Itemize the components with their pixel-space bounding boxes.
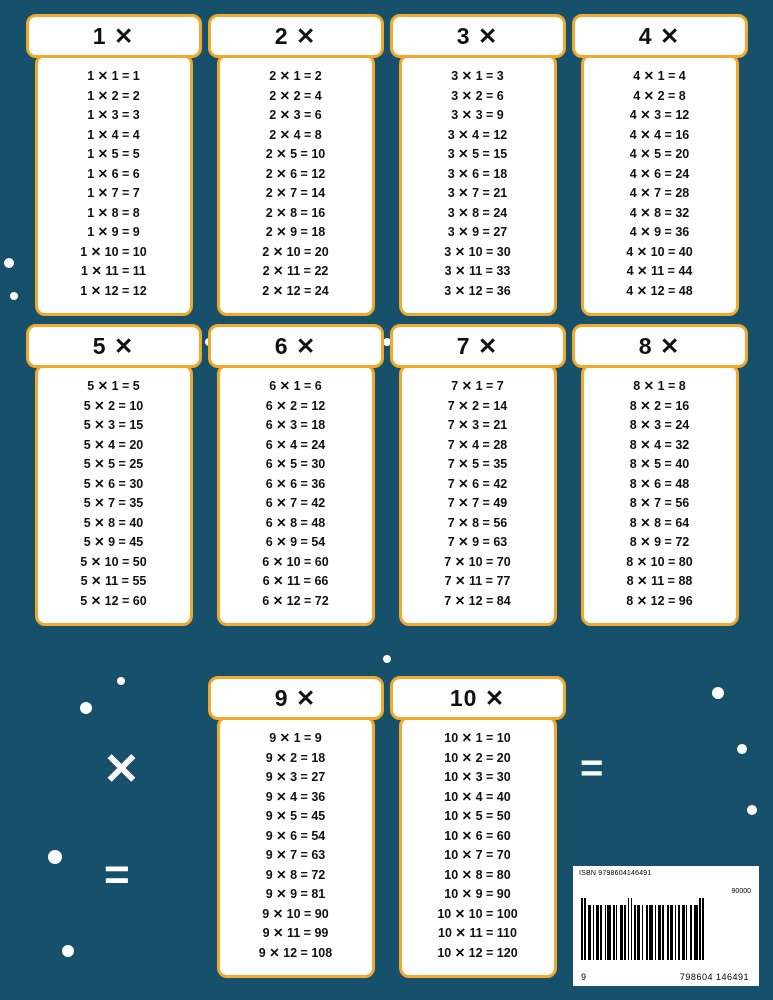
isbn-text: ISBN 9798604146491 [579,870,652,877]
card-header-2 [208,14,384,58]
table-row: 5 ✕ 10 = 50 [80,554,147,569]
table-row: 4 ✕ 12 = 48 [626,283,693,298]
table-row: 1 ✕ 7 = 7 [87,186,140,200]
card-body-9 [217,716,375,978]
table-row: 8 ✕ 11 = 88 [626,574,693,588]
table-row: 4 ✕ 7 = 28 [629,186,690,200]
table-row: 4 ✕ 10 = 40 [626,244,693,259]
table-row: 8 ✕ 4 = 32 [629,437,690,452]
table-row: 8 ✕ 1 = 8 [633,379,686,393]
table-row: 8 ✕ 12 = 96 [626,593,693,608]
table-row: 2 ✕ 6 = 12 [265,166,326,181]
times-table-card-8 [572,324,748,626]
table-row: 1 ✕ 1 = 1 [87,69,140,83]
times-table-card-6 [208,324,384,626]
table-row: 5 ✕ 6 = 30 [83,476,144,491]
table-row: 3 ✕ 4 = 12 [447,127,508,142]
card-header-10 [390,676,566,720]
card-title-1: 1 ✕ [92,22,135,49]
table-row: 7 ✕ 12 = 84 [444,593,511,608]
table-row: 7 ✕ 2 = 14 [447,398,508,413]
decor-dot [383,655,391,663]
table-row: 8 ✕ 6 = 48 [629,476,690,491]
card-title-8: 8 ✕ [638,332,681,359]
table-row: 9 ✕ 9 = 81 [265,887,326,901]
table-row: 9 ✕ 3 = 27 [265,770,326,784]
table-row: 10 ✕ 3 = 30 [444,770,511,784]
table-row: 6 ✕ 8 = 48 [265,515,326,530]
table-row: 1 ✕ 8 = 8 [87,205,140,220]
times-table-card-2 [208,14,384,316]
table-row: 9 ✕ 7 = 63 [265,848,326,862]
card-body-1 [35,54,193,316]
table-row: 5 ✕ 9 = 45 [83,535,144,549]
card-header-5 [26,324,202,368]
table-row: 3 ✕ 10 = 30 [444,244,511,259]
card-body-6 [217,364,375,626]
times-table-card-1 [26,14,202,316]
price-code-text: 90000 [731,888,751,895]
table-row: 5 ✕ 8 = 40 [83,515,144,530]
table-row: 9 ✕ 11 = 99 [262,926,329,940]
table-row: 6 ✕ 11 = 66 [262,574,329,588]
card-title-7: 7 ✕ [456,332,499,359]
table-row: 10 ✕ 5 = 50 [444,809,511,823]
table-row: 4 ✕ 1 = 4 [633,69,686,83]
card-title-5: 5 ✕ [92,332,135,359]
table-row: 3 ✕ 7 = 21 [447,186,508,200]
times-table-card-9 [208,676,384,978]
table-row: 4 ✕ 2 = 8 [633,88,686,103]
table-row: 2 ✕ 4 = 8 [269,127,322,142]
table-row: 3 ✕ 8 = 24 [447,205,508,220]
table-row: 1 ✕ 4 = 4 [87,127,140,142]
table-row: 8 ✕ 8 = 64 [629,515,690,530]
card-body-5 [35,364,193,626]
table-row: 9 ✕ 5 = 45 [265,809,326,823]
table-row: 6 ✕ 7 = 42 [265,496,326,510]
card-body-3 [399,54,557,316]
card-title-10: 10 ✕ [449,684,506,711]
table-row: 5 ✕ 1 = 5 [87,379,140,393]
table-row: 5 ✕ 3 = 15 [83,418,144,432]
table-row: 9 ✕ 12 = 108 [258,945,333,960]
table-row: 2 ✕ 11 = 22 [262,264,329,278]
table-row: 7 ✕ 9 = 63 [447,535,508,549]
table-row: 8 ✕ 5 = 40 [629,457,690,471]
table-row: 1 ✕ 12 = 12 [80,283,147,298]
table-row: 7 ✕ 6 = 42 [447,476,508,491]
barcode-digit-main: 798604 146491 [679,972,749,982]
table-row: 4 ✕ 9 = 36 [629,225,690,239]
table-row: 5 ✕ 2 = 10 [83,398,144,413]
table-row: 5 ✕ 4 = 20 [83,437,144,452]
table-row: 8 ✕ 9 = 72 [629,535,690,549]
table-row: 9 ✕ 8 = 72 [265,867,326,882]
table-row: 1 ✕ 2 = 2 [87,88,140,103]
table-row: 2 ✕ 3 = 6 [269,108,322,122]
table-row: 10 ✕ 2 = 20 [444,750,511,765]
table-row: 6 ✕ 2 = 12 [265,398,326,413]
card-header-1 [26,14,202,58]
table-row: 3 ✕ 1 = 3 [451,69,504,83]
table-row: 1 ✕ 10 = 10 [80,244,147,259]
table-row: 1 ✕ 11 = 11 [80,264,147,278]
table-row: 6 ✕ 10 = 60 [262,554,329,569]
table-row: 5 ✕ 11 = 55 [80,574,147,588]
table-row: 10 ✕ 8 = 80 [444,867,511,882]
barcode-bars [581,898,749,960]
table-row: 7 ✕ 5 = 35 [447,457,508,471]
table-row: 3 ✕ 12 = 36 [444,283,511,298]
table-row: 7 ✕ 11 = 77 [444,574,511,588]
table-row: 3 ✕ 2 = 6 [451,88,504,103]
times-table-card-5 [26,324,202,626]
table-row: 7 ✕ 8 = 56 [447,515,508,530]
card-title-6: 6 ✕ [274,332,317,359]
table-row: 10 ✕ 11 = 110 [438,926,517,940]
table-row: 10 ✕ 12 = 120 [437,945,518,960]
table-row: 9 ✕ 2 = 18 [265,750,326,765]
table-row: 5 ✕ 7 = 35 [83,496,144,510]
table-row: 6 ✕ 4 = 24 [265,437,326,452]
table-row: 8 ✕ 7 = 56 [629,496,690,510]
equals-symbol-decor-left: = [104,850,130,899]
table-row: 8 ✕ 10 = 80 [626,554,693,569]
barcode-digits [581,972,749,982]
times-table-card-3 [390,14,566,316]
table-row: 2 ✕ 7 = 14 [265,186,326,200]
table-row: 7 ✕ 4 = 28 [447,437,508,452]
table-row: 3 ✕ 11 = 33 [444,264,511,278]
table-row: 7 ✕ 3 = 21 [447,418,508,432]
table-row: 1 ✕ 9 = 9 [87,225,140,239]
table-row: 4 ✕ 4 = 16 [629,127,690,142]
table-row: 6 ✕ 3 = 18 [265,418,326,432]
table-row: 1 ✕ 6 = 6 [87,166,140,181]
card-title-9: 9 ✕ [274,684,317,711]
table-row: 7 ✕ 7 = 49 [447,496,508,510]
table-row: 4 ✕ 6 = 24 [629,166,690,181]
table-row: 1 ✕ 3 = 3 [87,108,140,122]
table-row: 7 ✕ 1 = 7 [451,379,504,393]
card-header-4 [572,14,748,58]
table-row: 9 ✕ 10 = 90 [262,906,329,921]
table-row: 4 ✕ 3 = 12 [629,108,690,122]
times-table-card-10 [390,676,566,978]
table-row: 6 ✕ 1 = 6 [269,379,322,393]
card-title-4: 4 ✕ [638,22,681,49]
card-body-8 [581,364,739,626]
table-row: 4 ✕ 8 = 32 [629,205,690,220]
table-row: 9 ✕ 4 = 36 [265,789,326,804]
table-row: 6 ✕ 5 = 30 [265,457,326,471]
table-row: 7 ✕ 10 = 70 [444,554,511,569]
card-header-6 [208,324,384,368]
table-row: 2 ✕ 5 = 10 [265,147,326,161]
table-row: 2 ✕ 10 = 20 [262,244,329,259]
card-header-7 [390,324,566,368]
table-row: 10 ✕ 10 = 100 [437,906,518,921]
table-row: 6 ✕ 12 = 72 [262,593,329,608]
table-row: 4 ✕ 5 = 20 [629,147,690,161]
table-row: 2 ✕ 2 = 4 [269,88,322,103]
card-title-3: 3 ✕ [456,22,499,49]
table-row: 2 ✕ 1 = 2 [269,69,322,83]
table-row: 2 ✕ 9 = 18 [265,225,326,239]
card-header-8 [572,324,748,368]
table-row: 9 ✕ 6 = 54 [265,828,326,843]
card-body-4 [581,54,739,316]
table-row: 3 ✕ 6 = 18 [447,166,508,181]
times-table-card-7 [390,324,566,626]
table-row: 3 ✕ 5 = 15 [447,147,508,161]
times-table-card-4 [572,14,748,316]
table-row: 2 ✕ 8 = 16 [265,205,326,220]
table-row: 10 ✕ 7 = 70 [444,848,511,862]
table-row: 3 ✕ 3 = 9 [451,108,504,122]
table-row: 10 ✕ 6 = 60 [444,828,511,843]
table-row: 2 ✕ 12 = 24 [262,283,329,298]
barcode-digit-prefix: 9 [581,972,587,982]
card-header-9 [208,676,384,720]
table-row: 10 ✕ 9 = 90 [444,887,511,901]
equals-symbol-decor-right: = [580,746,604,790]
table-row: 10 ✕ 4 = 40 [444,789,511,804]
table-row: 8 ✕ 2 = 16 [629,398,690,413]
barcode-block [573,866,759,986]
table-row: 8 ✕ 3 = 24 [629,418,690,432]
table-row: 3 ✕ 9 = 27 [447,225,508,239]
card-body-10 [399,716,557,978]
table-row: 5 ✕ 5 = 25 [83,457,144,471]
table-row: 6 ✕ 9 = 54 [265,535,326,549]
table-row: 9 ✕ 1 = 9 [269,731,322,745]
card-body-7 [399,364,557,626]
table-row: 6 ✕ 6 = 36 [265,476,326,491]
table-row: 5 ✕ 12 = 60 [80,593,147,608]
card-header-3 [390,14,566,58]
card-body-2 [217,54,375,316]
multiply-symbol-decor: ✕ [103,745,140,794]
table-row: 4 ✕ 11 = 44 [626,264,693,278]
table-row: 1 ✕ 5 = 5 [87,147,140,161]
table-row: 10 ✕ 1 = 10 [444,731,511,745]
card-title-2: 2 ✕ [274,22,317,49]
